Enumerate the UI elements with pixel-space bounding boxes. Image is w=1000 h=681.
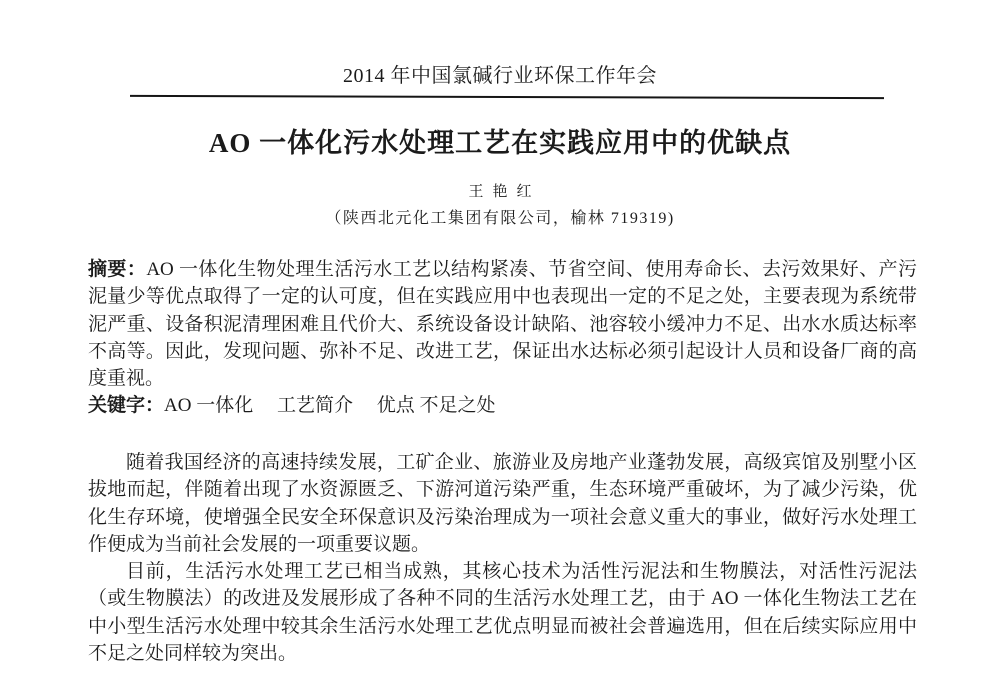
- abstract-text: AO 一体化生物处理生活污水工艺以结构紧凑、节省空间、使用寿命长、去污效果好、产污泥量少等优点取得了一定的认可度，但在实践应用中也表现出一定的不足之处，主要表现为系统带泥严重、设备积泥清理困难且代价大、系统设备设计缺陷、池容较小缓冲力不足、出水水质达标率不高等。因此，发现问题、弥补不足、改进工艺，保证出水达标必须引起设计人员和设备厂商的高度重视。: [88, 259, 917, 390]
- keywords-line: [88, 392, 917, 419]
- body-section: [88, 449, 917, 667]
- author-affiliation: （陕西北元化工集团有限公司，榆林 719319): [325, 210, 675, 227]
- body-paragraph: 目前，生活污水处理工艺已相当成熟，其核心技术为活性污泥法和生物膜法，对活性污泥法（或生物膜法）的改进及发展形成了各种不同的生活污水处理工艺，由于 AO 一体化生物法工艺在中小型生活污水处理中较其余生活污水处理工艺优点明显而被社会普遍选用，但在后续实际应用中不足之处同样较为突出。: [88, 561, 917, 665]
- author-name: 王艳红: [468, 184, 541, 200]
- keywords-label: 关键字：: [88, 395, 165, 417]
- keywords-text: AO 一体化 工艺简介 优点 不足之处: [164, 395, 496, 417]
- body-paragraph: 随着我国经济的高速持续发展，工矿企业、旅游业及房地产业蓬勃发展，高级宾馆及别墅小区拔地而起，伴随着出现了水资源匮乏、下游河道污染严重，生态环境严重破坏，为了减少污染，优化生存环境，使增强全民安全环保意识及污染治理成为一项社会意义重大的事业，做好污水处理工作便成为当前社会发展的一项重要议题。: [88, 452, 917, 555]
- abstract-label: 摘要：: [88, 259, 147, 280]
- abstract-section: [88, 256, 917, 420]
- paper-title: AO 一体化污水处理工艺在实践应用中的优缺点: [208, 128, 792, 158]
- abstract-paragraph: [88, 256, 917, 392]
- header-rule: [130, 95, 884, 99]
- conference-header: 2014 年中国氯碱行业环保工作年会: [343, 65, 657, 87]
